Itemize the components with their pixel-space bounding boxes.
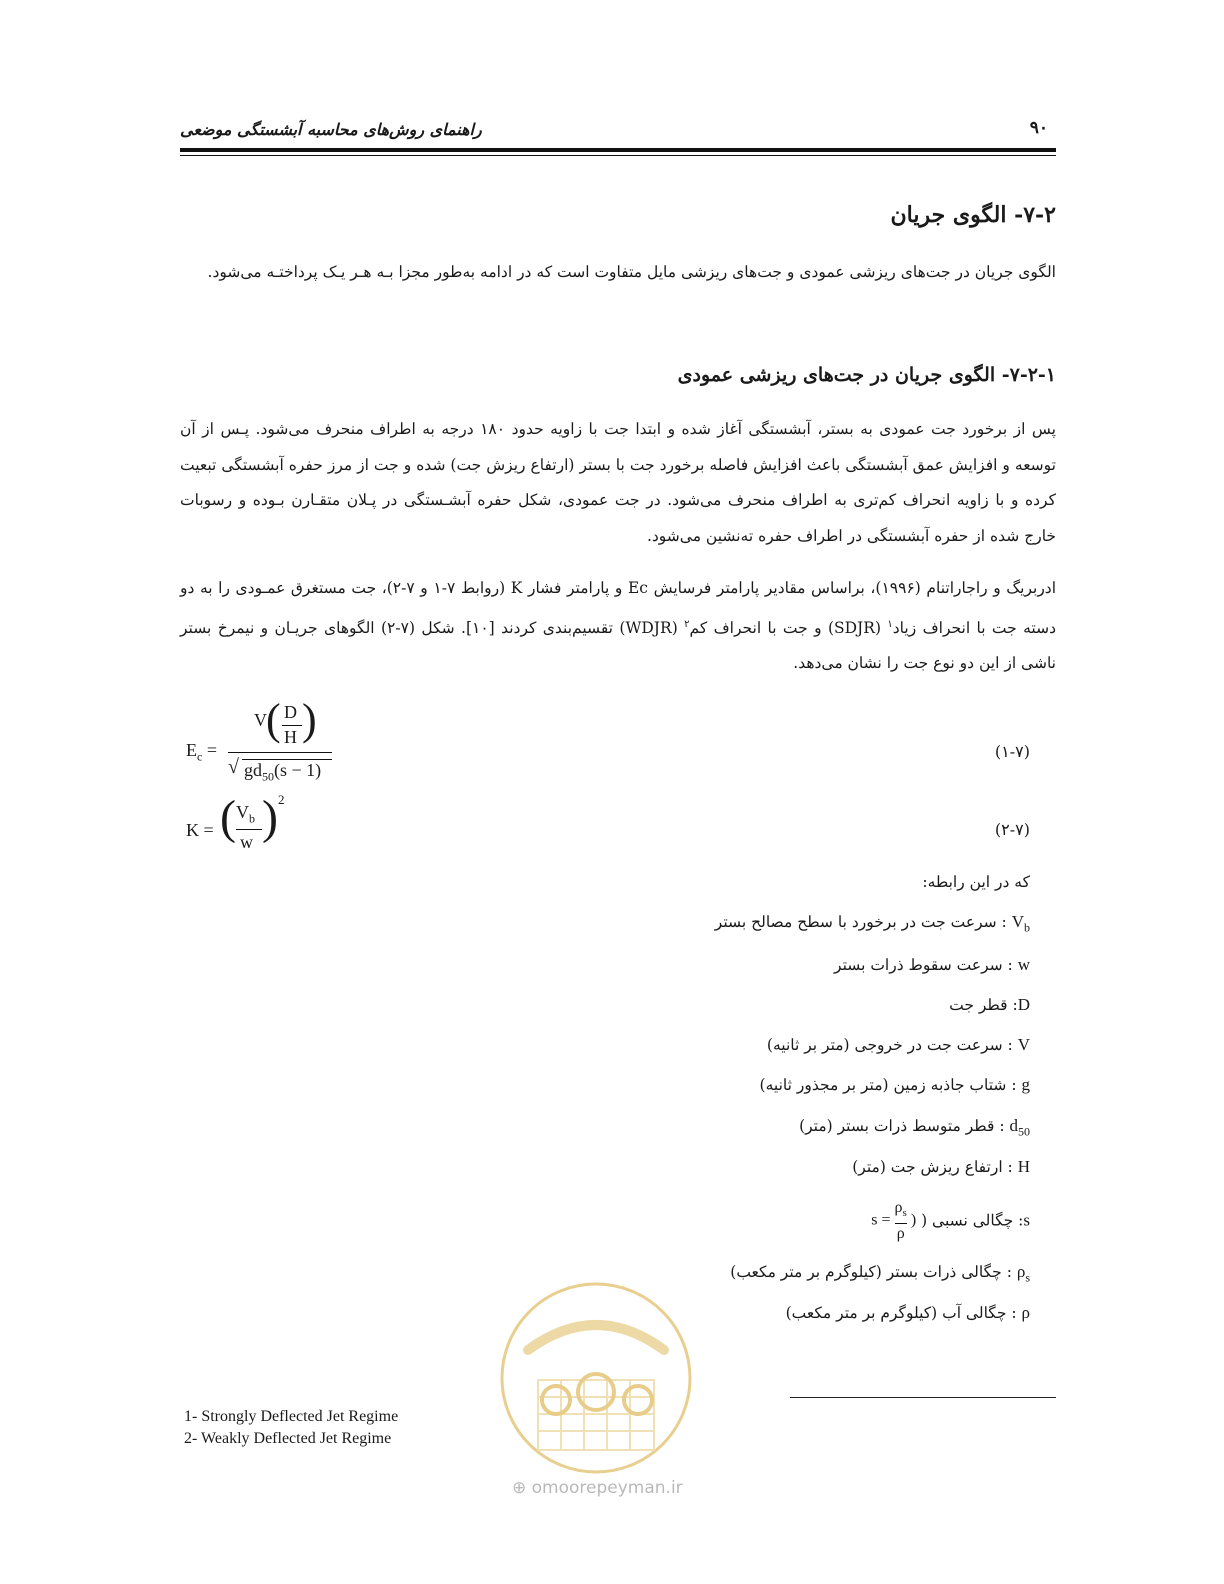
- paragraph-2-part-a: ادربریگ و راجاراتنام (۱۹۹۶)، براساس مقادیر پارامتر فرسایش Ec و پارامتر فشار K (روابط ۷-۱ و ۷-۲)، جت مستغرق عمـودی را به دو دسته جت با انحراف زیاد: [180, 579, 1057, 637]
- def-s: s: چگالی نسبی ( s = $\frac{\rho_s}{\rho}$ ): [871, 1199, 1030, 1243]
- header-rule-thick: [180, 148, 1056, 152]
- watermark-logo: [498, 1280, 694, 1476]
- eq2-right-paren: ): [262, 791, 278, 844]
- def-w: w : سرعت سقوط ذرات بستر: [834, 955, 1030, 974]
- subsection-heading: ۷-۲-۱- الگوی جریان در جت‌های ریزشی عمودی: [677, 364, 1056, 386]
- eq1-inner-fraction-bar: [282, 725, 302, 726]
- definitions-intro: که در این رابطه:: [922, 873, 1030, 891]
- def-v: V : سرعت جت در خروجی (متر بر ثانیه): [766, 1035, 1030, 1054]
- footnote-1: 1- Strongly Deflected Jet Regime: [184, 1408, 399, 1425]
- def-vb: $V_b$ : سرعت جت در برخورد با سطح مصالح بستر: [714, 912, 1030, 935]
- eq2-fraction-bar: [236, 829, 262, 830]
- footnote-ref-2: ۲: [684, 618, 690, 630]
- eq1-numerator-v: V: [254, 710, 267, 730]
- paragraph-2-part-b: (SDJR) و جت با انحراف کم: [689, 618, 888, 637]
- eq1-left-paren: (: [266, 695, 281, 744]
- paragraph-2-part-c: (WDJR) تقسیم‌بندی کردند [۱۰]. شکل (۷-۲) الگوهای جریـان و نیمرخ بستر ناشی از این دو نوع جت را نشان می‌دهد.: [180, 618, 1056, 673]
- def-rho: ρ : چگالی آب (کیلوگرم بر متر مکعب): [785, 1303, 1030, 1322]
- eq1-numerator-h: H: [284, 727, 297, 747]
- eq2-denominator: w: [240, 832, 253, 852]
- eq1-denominator: $gd_{50}(s - 1)$: [244, 760, 322, 784]
- equation-1-number: (۱-۷): [994, 742, 1030, 761]
- eq1-fraction-bar: [228, 752, 332, 753]
- footnote-rule: [790, 1397, 1056, 1398]
- footnote-2: 2- Weakly Deflected Jet Regime: [184, 1430, 392, 1447]
- equation-1: [186, 695, 346, 785]
- def-rho-s: $\rho_s$ : چگالی ذرات بستر (کیلوگرم بر متر مکعب): [730, 1262, 1030, 1285]
- eq1-numerator-d: D: [284, 702, 297, 722]
- footnote-ref-1: ۱: [887, 618, 893, 630]
- eq1-lhs: $E_c$ =: [186, 740, 217, 764]
- s-formula: s = $\frac{\rho_s}{\rho}$ ): [871, 1199, 917, 1243]
- watermark-url: ⊕ omoorepeyman.ir: [512, 1478, 683, 1498]
- def-h: H : ارتفاع ریزش جت (متر): [852, 1157, 1030, 1176]
- paragraph-1: پس از برخورد جت عمودی به بستر، آبشستگی آغاز شده و ابتدا جت با زاویه حدود ۱۸۰ درجه به اطراف منحرف می‌شود. پـس از آن توسعه و افزایش عمق آبشستگی باعث افزایش فاصله برخورد جت با بستر (ارتفاع ریزش جت) شده و جت از مرز حفره آبشستگی تبعیت کرده و با زاویه انحراف کم‌تری به اطراف منحرف می‌شود. در جت عمودی، شکل حفره آبشـستگی در پـلان متقـارن بـوده و رسوبات خارج شده از حفره آبشستگی در اطراف حفره ته‌نشین می‌شود.: [180, 420, 1056, 545]
- eq2-numerator: $V_b$: [236, 802, 255, 826]
- running-header-title: راهنمای روش‌های محاسبه آبشستگی موضعی: [180, 120, 482, 139]
- header-rule-thin: [180, 155, 1056, 156]
- def-g: g : شتاب جاذبه زمین (متر بر مجذور ثانیه): [759, 1075, 1030, 1094]
- paragraph-2: [180, 571, 1056, 682]
- eq2-exponent: 2: [278, 792, 285, 807]
- page-number: ۹۰: [1029, 118, 1048, 138]
- eq1-sqrt-sign: √: [228, 756, 239, 778]
- def-d50: $d_{50}$ : قطر متوسط ذرات بستر (متر): [799, 1116, 1030, 1139]
- equation-2: [186, 791, 296, 866]
- eq1-right-paren: ): [302, 695, 317, 744]
- eq2-lhs: K =: [186, 820, 214, 840]
- def-d: D: قطر جت: [949, 995, 1030, 1014]
- section-intro-paragraph: الگوی جریان در جت‌های ریزشی عمودی و جت‌های ریزشی مایل متفاوت است که در ادامه به‌طور مجزا بـه هـر یـک پرداختـه می‌شود.: [207, 263, 1056, 281]
- eq2-left-paren: (: [220, 791, 236, 844]
- section-heading: ۷-۲- الگوی جریان: [890, 202, 1056, 228]
- equation-2-number: (۲-۷): [994, 820, 1030, 839]
